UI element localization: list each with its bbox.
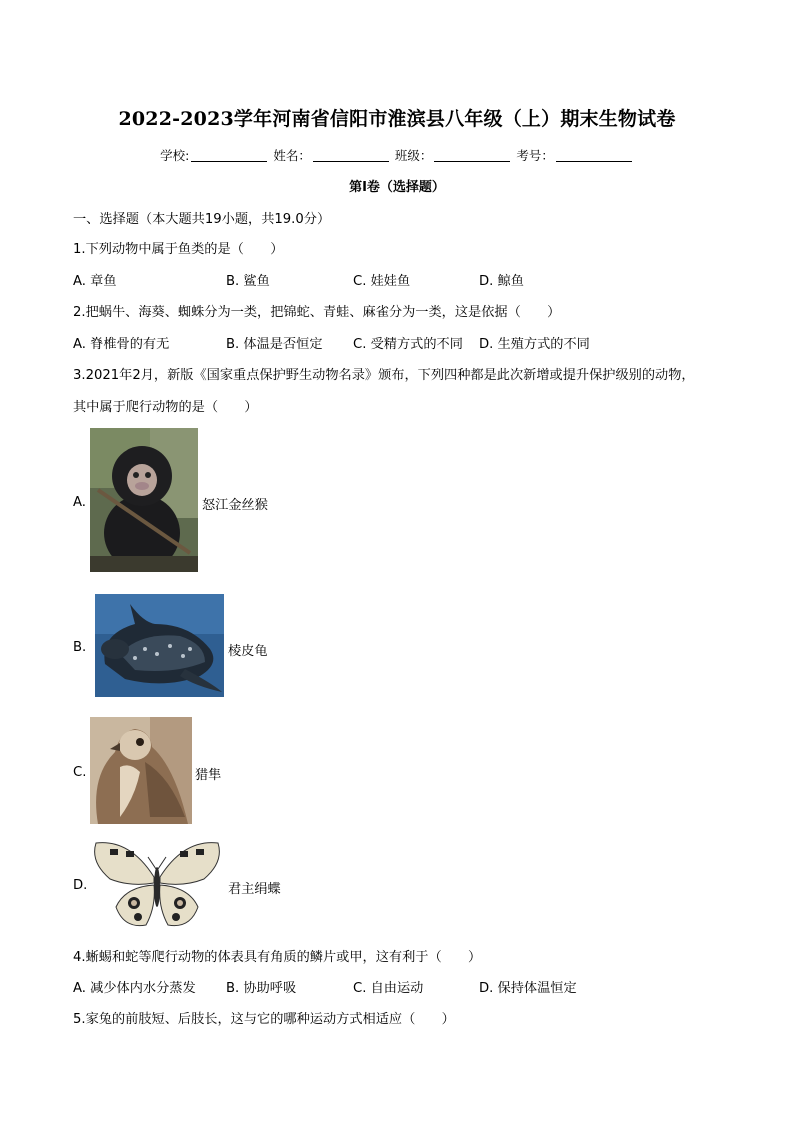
volume-heading: 第I卷（选择题） [349, 180, 445, 195]
monkey-photo [90, 428, 198, 572]
question-3-stem-line2: 其中属于爬行动物的是（ ） [73, 400, 258, 415]
question-3-option-a-caption: 怒江金丝猴 [202, 498, 268, 513]
question-2-option-a: A. 脊椎骨的有无 [73, 337, 170, 352]
question-2-option-c: C. 受精方式的不同 [353, 337, 463, 352]
question-4-option-a: A. 减少体内水分蒸发 [73, 981, 196, 996]
question-3-option-b-letter: B. [73, 640, 87, 655]
question-4-option-d: D. 保持体温恒定 [479, 981, 577, 996]
question-1-option-c: C. 娃娃鱼 [353, 274, 411, 289]
section-heading: 一、选择题（本大题共19小题，共19.0分） [73, 212, 331, 227]
question-3-option-b-caption: 棱皮龟 [228, 644, 268, 659]
question-4-option-b: B. 协助呼吸 [226, 981, 297, 996]
question-3-option-c-caption: 猎隼 [195, 768, 222, 783]
class-label: 班级： [394, 148, 433, 163]
student-info-line [0, 146, 794, 164]
exam-title: 2022-2023学年河南省信阳市淮滨县八年级（上）期末生物试卷 [118, 108, 676, 130]
question-3-stem-line1: 3.2021年2月，新版《国家重点保护野生动物名录》颁布，下列四种都是此次新增或提升保护级别的动物， [73, 368, 695, 383]
question-1-option-b: B. 鲨鱼 [226, 274, 270, 289]
question-2-option-b: B. 体温是否恒定 [226, 337, 323, 352]
falcon-photo [90, 717, 192, 824]
question-1-stem: 1.下列动物中属于鱼类的是（ ） [73, 242, 284, 257]
question-5-stem: 5.家兔的前肢短、后肢长，这与它的哪种运动方式相适应（ ） [73, 1012, 455, 1027]
question-2-option-d: D. 生殖方式的不同 [479, 337, 590, 352]
number-blank [556, 149, 632, 162]
name-blank [313, 149, 389, 162]
question-1-option-a: A. 章鱼 [73, 274, 117, 289]
question-3-option-d-letter: D. [73, 878, 88, 893]
question-1-option-d: D. 鲸鱼 [479, 274, 524, 289]
number-label: 考号： [516, 148, 554, 163]
butterfly-photo [90, 837, 224, 931]
school-label: 学校: [160, 148, 190, 163]
question-3-option-d-caption: 君主绢蝶 [228, 882, 281, 897]
question-4-option-c: C. 自由运动 [353, 981, 424, 996]
name-label: 姓名： [273, 148, 311, 163]
question-3-option-c-letter: C. [73, 765, 87, 780]
school-blank [191, 149, 267, 162]
class-blank [434, 149, 510, 162]
question-4-stem: 4.蜥蜴和蛇等爬行动物的体表具有角质的鳞片或甲，这有利于（ ） [73, 950, 482, 965]
question-3-option-a-letter: A. [73, 495, 86, 510]
turtle-photo [95, 594, 224, 697]
question-2-stem: 2.把蜗牛、海葵、蜘蛛分为一类，把锦蛇、青蛙、麻雀分为一类，这是依据（ ） [73, 305, 561, 320]
